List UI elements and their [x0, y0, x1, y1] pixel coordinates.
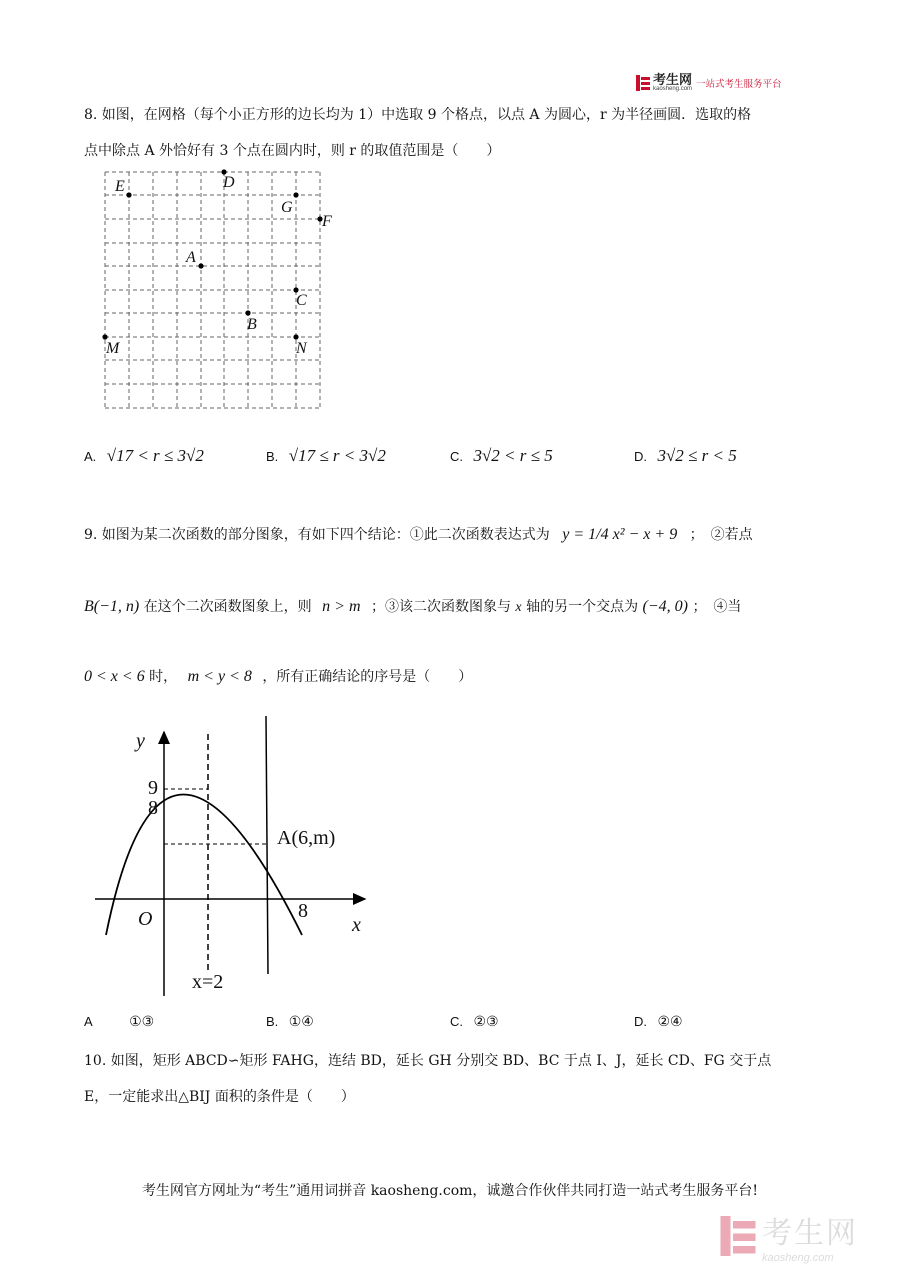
q8-option-d-text: 3√2 ≤ r < 5 [657, 446, 737, 465]
graph-origin: O [138, 908, 153, 930]
label-n: N [296, 340, 307, 357]
q9-line1 [84, 524, 753, 544]
q9-formula: y = 1/4 x² − x + 9 [562, 526, 678, 543]
grid-point-a [198, 263, 203, 268]
q8-option-c-text: 3√2 < r ≤ 5 [473, 446, 553, 465]
q9-line2-text-d: ； ④当 [692, 599, 742, 615]
logo-brand: 考生网 [653, 71, 693, 87]
grid-point-b [245, 310, 250, 315]
q9-option-d [634, 1014, 683, 1030]
q9-line3 [84, 666, 472, 686]
q9-line3-text-b: ，所有正确结论的序号是（ ） [262, 669, 473, 685]
grid-point-m [102, 334, 107, 339]
header-logo [636, 72, 782, 94]
q10-line1: 10. 如图，矩形 ABCD∽矩形 FAHG，连结 BD，延长 GH 分别交 BD、BC 于点 I、J，延长 CD、FG 交于点 [84, 1053, 772, 1069]
q8-option-a-label: A. [84, 449, 97, 464]
parabola [106, 795, 302, 936]
q9-option-a-label: A [84, 1014, 93, 1029]
label-c: C [296, 292, 307, 309]
watermark-brand: 考生网 [762, 1216, 858, 1251]
q9-graph [80, 712, 380, 1000]
q9-point-b: B(−1, n) [84, 598, 140, 615]
q8-line1: 8. 如图，在网格（每个小正方形的边长均为 1）中选取 9 个格点，以点 A 为圆心，r 为半径画圆．选取的格 [84, 107, 752, 123]
q9-line3-text-a: 时， [149, 669, 178, 685]
graph-x-label: x [352, 914, 361, 936]
logo-domain: kaosheng.com [653, 85, 693, 92]
vertical-line [266, 716, 268, 974]
q8-option-c-label: C. [450, 449, 463, 464]
label-e: E [115, 178, 125, 195]
q9-line1-tail: ； ②若点 [689, 527, 753, 543]
logo-mark-icon [636, 75, 650, 91]
q8-option-a-text: √17 < r ≤ 3√2 [106, 446, 204, 465]
label-f: F [322, 213, 332, 230]
logo-text [653, 71, 693, 93]
grid-point-n [293, 334, 298, 339]
q9-line1-text: 9. 如图为某二次函数的部分图象，有如下四个结论：①此二次函数表达式为 [84, 527, 550, 543]
q8-grid-figure [100, 168, 340, 414]
q8-option-d-label: D. [634, 449, 647, 464]
q9-option-b-label: B. [266, 1014, 279, 1029]
q9-option-b [266, 1014, 314, 1030]
q8-option-b-text: √17 ≤ r < 3√2 [288, 446, 386, 465]
q9-option-c-text: ②③ [473, 1014, 499, 1030]
q9-option-d-text: ②④ [657, 1014, 683, 1030]
watermark-text [762, 1208, 858, 1264]
q9-ineq-y: m < y < 8 [187, 668, 252, 685]
label-b: B [247, 316, 257, 333]
footer-text: 考生网官方网址为“考生”通用词拼音 kaosheng.com，诚邀合作伙伴共同打造一站式考生服务平台! [141, 1183, 759, 1199]
watermark-domain: kaosheng.com [762, 1252, 834, 1264]
grid-point-e [126, 192, 131, 197]
label-m: M [106, 340, 120, 357]
q9-ineq-x: 0 < x < 6 [84, 668, 145, 685]
q8-option-b [266, 446, 386, 466]
graph-point-a: A(6,m) [277, 827, 336, 849]
label-d: D [223, 174, 235, 191]
q9-line2 [84, 596, 741, 616]
q9-ineq-nm: n > m [322, 598, 361, 615]
graph-x8: 8 [298, 900, 308, 922]
q8-option-c [450, 446, 553, 466]
watermark-logo-icon [720, 1216, 756, 1256]
graph-y-label: y [136, 730, 145, 752]
q8-line2: 点中除点 A 外恰好有 3 个点在圆内时，则 r 的取值范围是（ ） [84, 143, 501, 159]
q9-point-other: (−4, 0) [642, 598, 688, 615]
q9-option-a [84, 1014, 154, 1030]
q9-line2-x: x [515, 600, 522, 615]
q9-line2-text-b: ；③该二次函数图象与 [370, 599, 511, 615]
q9-option-a-text: ①③ [129, 1014, 155, 1030]
q8-option-d [634, 446, 737, 466]
grid-point-g [293, 192, 298, 197]
q9-option-b-text: ①④ [288, 1014, 314, 1030]
logo-slogan: 一站式考生服务平台 [696, 79, 782, 90]
q9-line2-text-a: 在这个二次函数图象上，则 [143, 599, 312, 615]
footer-watermark [720, 1208, 858, 1264]
label-a: A [186, 249, 196, 266]
q8-option-a [84, 446, 204, 466]
label-g: G [281, 199, 293, 216]
q9-option-c [450, 1014, 499, 1030]
graph-axis-x2: x=2 [192, 971, 224, 993]
q9-line2-text-c: 轴的另一个交点为 [526, 599, 639, 615]
q10-line2: E，一定能求出△BIJ 面积的条件是（ ） [84, 1089, 355, 1105]
q9-option-d-label: D. [634, 1014, 647, 1029]
graph-v8: 8 [148, 797, 158, 819]
graph-v9: 9 [148, 777, 158, 799]
q8-option-b-label: B. [266, 449, 279, 464]
q9-option-c-label: C. [450, 1014, 463, 1029]
